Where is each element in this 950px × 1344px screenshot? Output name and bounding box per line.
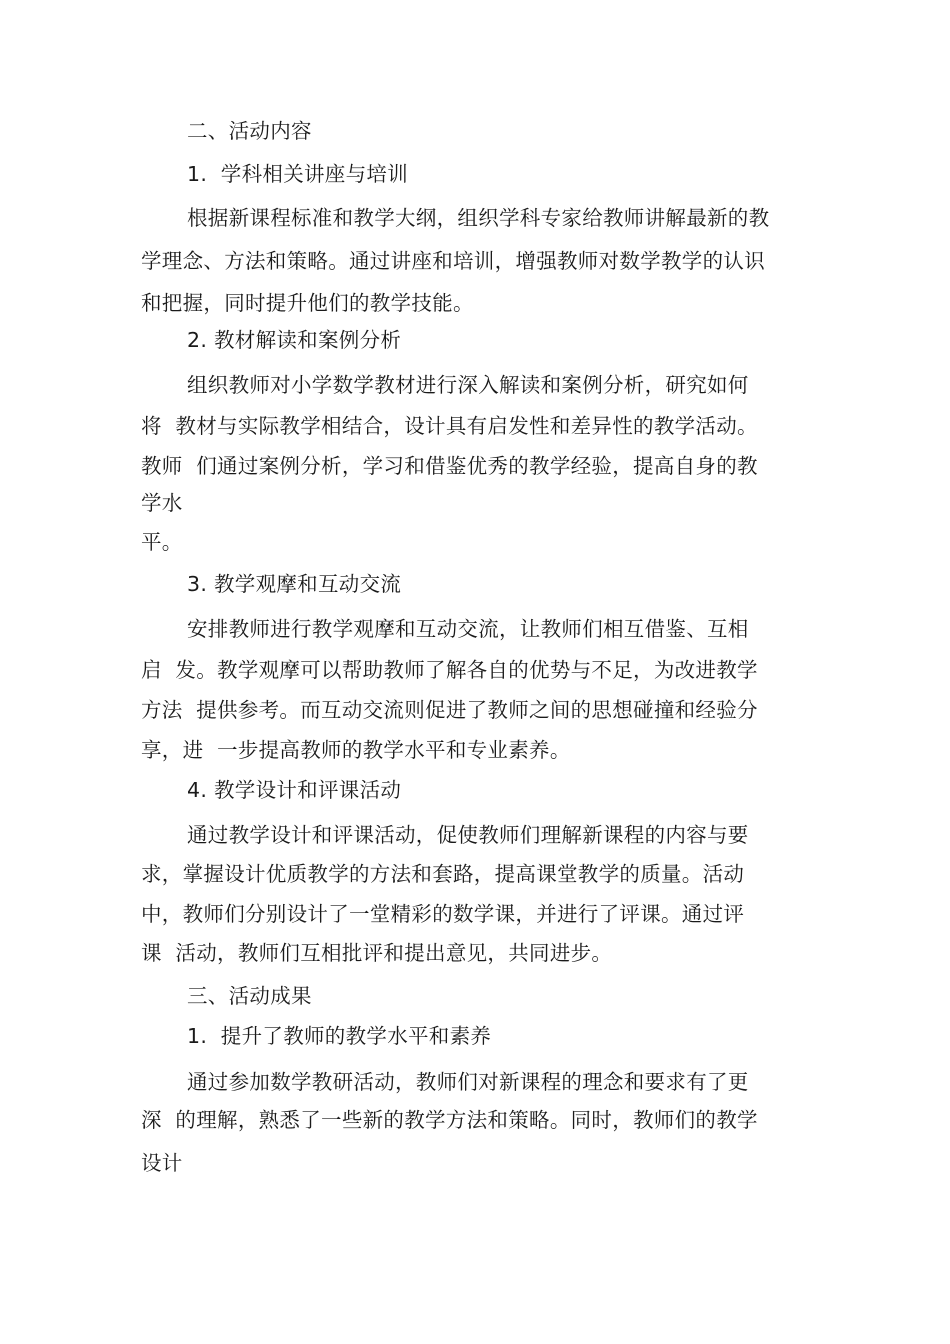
paragraph-line: 方法 提供参考。而互动交流则促进了教师之间的思想碰撞和经验分 (141, 698, 758, 722)
subheading-improved-teaching: 1. 提升了教师的教学水平和素养 (187, 1024, 492, 1048)
subheading-textbook-analysis: 2. 教材解读和案例分析 (187, 328, 402, 352)
subheading-design-evaluation: 4. 教学设计和评课活动 (187, 778, 402, 802)
paragraph-line: 组织教师对小学数学教材进行深入解读和案例分析，研究如何 (187, 373, 749, 397)
paragraph-line: 通过参加数学教研活动，教师们对新课程的理念和要求有了更 (187, 1070, 749, 1094)
paragraph-line: 启 发。教学观摩可以帮助教师了解各自的优势与不足，为改进教学 (141, 658, 758, 682)
paragraph-line: 教师 们通过案例分析，学习和借鉴优秀的教学经验，提高自身的教 (141, 454, 758, 478)
paragraph-line: 将 教材与实际教学相结合，设计具有启发性和差异性的教学活动。 (141, 414, 758, 438)
paragraph-line: 享，进 一步提高教师的教学水平和专业素养。 (141, 738, 571, 762)
paragraph-line: 和把握，同时提升他们的教学技能。 (141, 291, 474, 315)
section-heading-activity-content: 二、活动内容 (187, 119, 312, 143)
paragraph-line: 平。 (141, 530, 183, 554)
paragraph-line: 根据新课程标准和教学大纲，组织学科专家给教师讲解最新的教 (187, 206, 770, 230)
subheading-lectures-training: 1. 学科相关讲座与培训 (187, 162, 408, 186)
paragraph-line: 学理念、方法和策略。通过讲座和培训，增强教师对数学教学的认识 (141, 249, 765, 273)
section-heading-activity-results: 三、活动成果 (187, 984, 312, 1008)
subheading-observation-exchange: 3. 教学观摩和互动交流 (187, 572, 402, 596)
paragraph-line: 中，教师们分别设计了一堂精彩的数学课，并进行了评课。通过评 (141, 902, 745, 926)
paragraph-line: 安排教师进行教学观摩和互动交流，让教师们相互借鉴、互相 (187, 617, 749, 641)
paragraph-line: 通过教学设计和评课活动，促使教师们理解新课程的内容与要 (187, 823, 749, 847)
paragraph-line: 课 活动，教师们互相批评和提出意见，共同进步。 (141, 941, 613, 965)
paragraph-line: 设计 (141, 1151, 183, 1175)
paragraph-line: 深 的理解，熟悉了一些新的教学方法和策略。同时，教师们的教学 (141, 1108, 758, 1132)
paragraph-line: 求，掌握设计优质教学的方法和套路，提高课堂教学的质量。活动 (141, 862, 745, 886)
paragraph-line: 学水 (141, 491, 183, 515)
